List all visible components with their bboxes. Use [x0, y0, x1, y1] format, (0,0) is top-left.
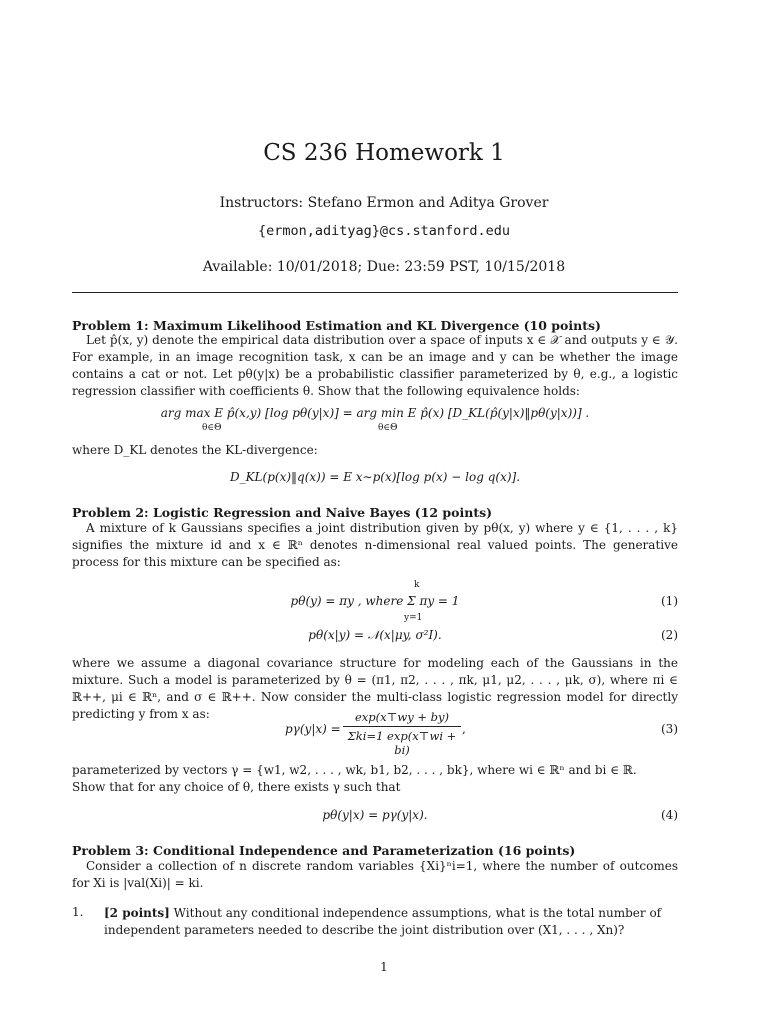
equation-4: [72, 808, 678, 822]
item-1: [104, 905, 678, 939]
problem-2-parameterization: where we assume a diagonal covariance structure for modeling each of the Gaussians in the mixture. Such a model is parameterized by θ = (π1, π2, . . . , πk, μ1, μ2, . . . , μk, σ), where πi ∈ ℝ++, μi ∈ ℝⁿ, and σ ∈ ℝ++. Now consider the multi-class logistic regression model for directly predicting y from x as:: [72, 656, 678, 721]
problem-2-intro: A mixture of k Gaussians specifies a joint distribution given by pθ(x, y) where y ∈ {1, . . . , k} signifies the mixture id and x ∈ ℝⁿ denotes n-dimensional real valued points. The generative process for this mixture can be specified as:: [72, 521, 678, 569]
equation-2-text: pθ(x|y) = 𝒩(x|μy, σ²I).: [308, 628, 442, 642]
item-1-text: Without any conditional independence assumptions, what is the total number of independent parameters needed to describe the joint distribution over (X1, . . . , Xn)?: [104, 906, 662, 937]
problem-2-heading: Problem 2: Logistic Regression and Naive Bayes (12 points): [72, 505, 493, 520]
equation-3-numerator: exp(x⊤wy + by): [354, 710, 450, 724]
page-number: 1: [380, 960, 388, 974]
problem-1-intro: Let p̂(x, y) denote the empirical data distribution over a space of inputs x ∈ 𝒳 and outputs y ∈ 𝒴. For example, in an image recognition task, x can be an image and y can be whether the image contains a cat or not. Let pθ(y|x) be a probabilistic classifier parameterized by θ, e.g., a logistic regression classifier with coefficients θ. Show that the following equivalence holds:: [72, 333, 678, 398]
argmax-subscript: θ∈Θ: [202, 423, 222, 433]
eq1-sum-upper: k: [414, 580, 420, 590]
equation-3-denominator: Σki=1 exp(x⊤wi + bi): [347, 729, 457, 757]
kl-definition-intro: where D_KL denotes the KL-divergence:: [72, 443, 318, 457]
problem-2-task: Show that for any choice of θ, there exists γ such that: [72, 780, 401, 794]
problem-1-equation: [72, 406, 678, 420]
instructor-emails: {ermon,adityag}@cs.stanford.edu: [258, 223, 510, 239]
equation-1: [72, 594, 678, 608]
argmin-subscript: θ∈Θ: [378, 423, 398, 433]
problem-1-heading: Problem 1: Maximum Likelihood Estimation and KL Divergence (10 points): [72, 318, 601, 333]
availability-dates: Available: 10/01/2018; Due: 23:59 PST, 10/15/2018: [202, 259, 566, 275]
document-title: CS 236 Homework 1: [263, 140, 505, 166]
kl-equation-text: D_KL(p(x)‖q(x)) = E x∼p(x)[log p(x) − log q(x)].: [229, 470, 521, 484]
equation-3-comma: ,: [462, 722, 466, 736]
problem-1-equation-text: arg max E p̂(x,y) [log pθ(y|x)] = arg min E p̂(x) [D_KL(p̂(y|x)‖pθ(y|x))] .: [160, 406, 590, 420]
equation-3-fraction: [343, 710, 461, 757]
instructors-line: Instructors: Stefano Ermon and Aditya Grover: [219, 195, 549, 211]
equation-3-lhs: pγ(y|x) =: [285, 722, 341, 736]
item-1-points: [2 points]: [104, 906, 170, 920]
equation-2-number: (2): [661, 628, 678, 642]
kl-equation: [72, 470, 678, 484]
eq1-sum-lower: y=1: [404, 613, 423, 623]
problem-3-heading: Problem 3: Conditional Independence and Parameterization (16 points): [72, 843, 576, 858]
equation-3-number: (3): [661, 722, 678, 736]
item-1-number: 1.: [72, 905, 84, 919]
equation-1-text: pθ(y) = πy , where Σ πy = 1: [290, 594, 460, 608]
equation-1-number: (1): [661, 594, 678, 608]
header-divider: [72, 292, 678, 293]
equation-4-number: (4): [661, 808, 678, 822]
fraction-bar: [343, 726, 461, 727]
equation-2: [72, 628, 678, 643]
equation-4-text: pθ(y|x) = pγ(y|x).: [322, 808, 428, 822]
problem-3-intro: Consider a collection of n discrete random variables {Xi}ⁿi=1, where the number of outcomes for Xi is |val(Xi)| = ki.: [72, 859, 678, 890]
problem-2-gamma-params: parameterized by vectors γ = {w1, w2, . . . , wk, b1, b2, . . . , bk}, where wi ∈ ℝⁿ and bi ∈ ℝ.: [72, 763, 637, 777]
